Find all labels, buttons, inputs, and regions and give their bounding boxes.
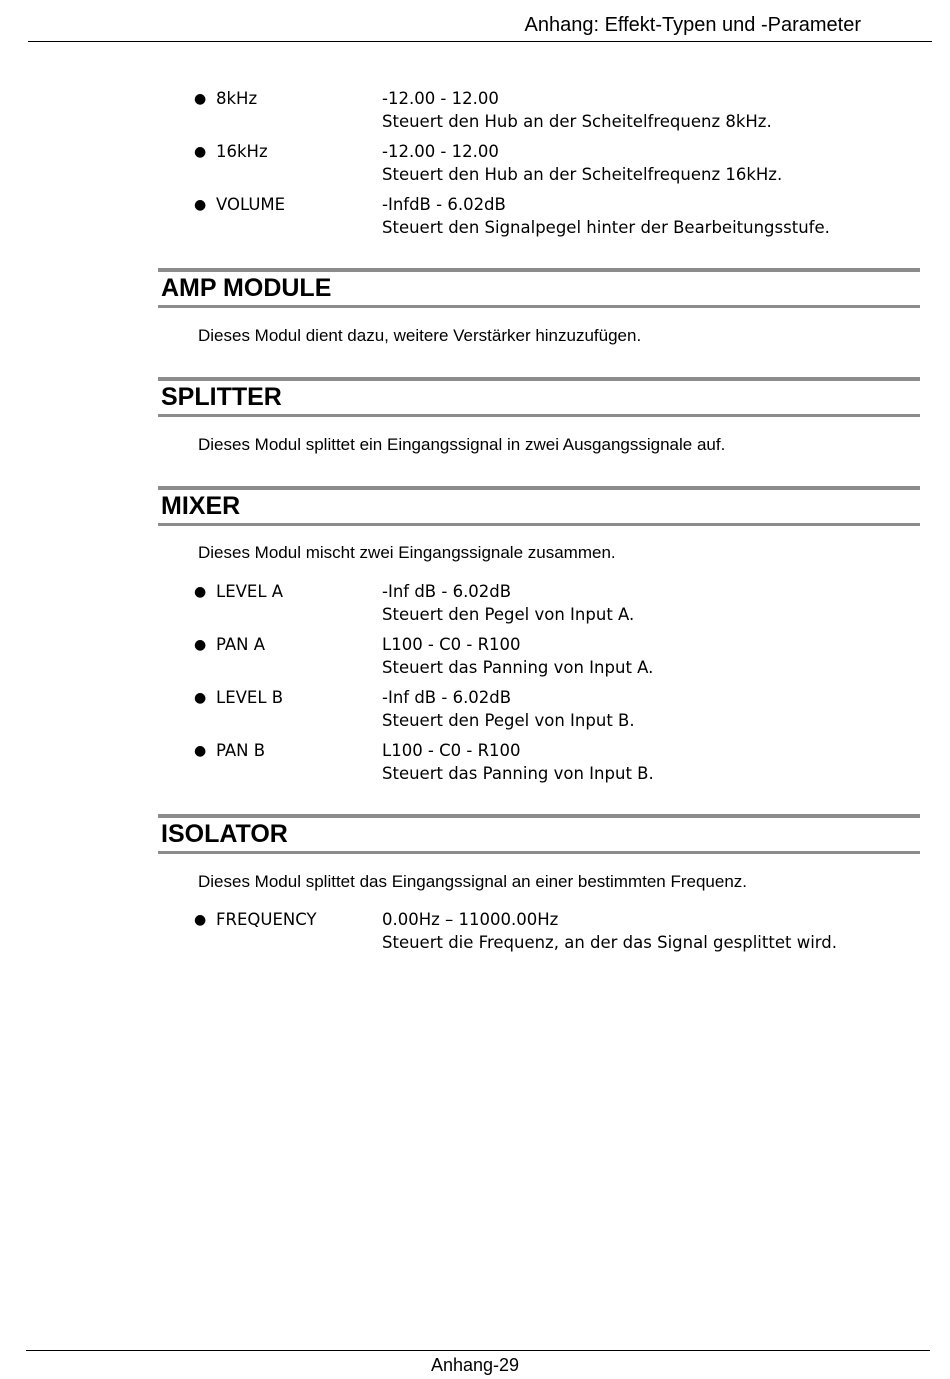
section-text: Dieses Modul splittet das Eingangssignal an einer bestimmten Frequenz. xyxy=(198,872,748,891)
parameter-description: Steuert das Panning von Input A. xyxy=(382,657,654,677)
eq-parameter-list xyxy=(194,88,914,247)
mixer-parameter-list xyxy=(194,581,914,793)
bullet-icon: ● xyxy=(194,637,207,653)
section-heading-splitter xyxy=(158,377,920,417)
section-text: Dieses Modul dient dazu, weitere Verstärker hinzuzufügen. xyxy=(198,326,642,345)
parameter-description: Steuert den Hub an der Scheitelfrequenz 16kHz. xyxy=(382,164,783,184)
parameter-item xyxy=(194,687,914,740)
parameter-description: Steuert die Frequenz, an der das Signal gesplittet wird. xyxy=(382,932,837,952)
bullet-icon: ● xyxy=(194,912,207,928)
parameter-item xyxy=(194,634,914,687)
parameter-range: -Inf dB - 6.02dB xyxy=(382,582,512,601)
parameter-name: LEVEL B xyxy=(216,688,284,707)
parameter-range: L100 - C0 - R100 xyxy=(382,741,521,760)
bullet-icon: ● xyxy=(194,690,207,706)
parameter-description: Steuert den Pegel von Input A. xyxy=(382,604,635,624)
parameter-description: Steuert den Hub an der Scheitelfrequenz 8kHz. xyxy=(382,111,772,131)
parameter-name: FREQUENCY xyxy=(216,910,317,929)
parameter-name: PAN A xyxy=(216,635,266,654)
parameter-description: Steuert den Pegel von Input B. xyxy=(382,710,635,730)
parameter-name: PAN B xyxy=(216,741,266,760)
parameter-description: Steuert das Panning von Input B. xyxy=(382,763,654,783)
parameter-range: 0.00Hz – 11000.00Hz xyxy=(382,910,559,929)
section-title: ISOLATOR xyxy=(161,820,288,848)
parameter-item xyxy=(194,909,914,962)
running-header: Anhang: Effekt-Typen und -Parameter xyxy=(524,14,861,36)
parameter-description: Steuert den Signalpegel hinter der Bearbeitungsstufe. xyxy=(382,217,830,237)
bullet-icon: ● xyxy=(194,743,207,759)
parameter-range: L100 - C0 - R100 xyxy=(382,635,521,654)
bullet-icon: ● xyxy=(194,197,207,213)
parameter-name: 16kHz xyxy=(216,142,268,161)
isolator-parameter-list xyxy=(194,909,914,962)
parameter-item xyxy=(194,141,914,194)
page-number: Anhang-29 xyxy=(430,1355,520,1375)
parameter-range: -InfdB - 6.02dB xyxy=(382,195,506,214)
parameter-name: VOLUME xyxy=(216,195,286,214)
section-title: AMP MODULE xyxy=(161,274,332,302)
section-title: MIXER xyxy=(161,492,241,520)
section-heading-mixer xyxy=(158,486,920,526)
section-text: Dieses Modul splittet ein Eingangssignal in zwei Ausgangssignale auf. xyxy=(198,435,726,454)
parameter-name: LEVEL A xyxy=(216,582,284,601)
header-rule xyxy=(28,41,932,42)
parameter-item xyxy=(194,740,914,793)
section-heading-amp-module xyxy=(158,268,920,308)
section-text: Dieses Modul mischt zwei Eingangssignale zusammen. xyxy=(198,543,616,562)
footer-rule xyxy=(26,1350,930,1351)
parameter-item xyxy=(194,88,914,141)
parameter-range: -12.00 - 12.00 xyxy=(382,142,499,161)
section-title: SPLITTER xyxy=(161,383,282,411)
bullet-icon: ● xyxy=(194,144,207,160)
parameter-item xyxy=(194,194,914,247)
parameter-name: 8kHz xyxy=(216,89,258,108)
parameter-item xyxy=(194,581,914,634)
bullet-icon: ● xyxy=(194,584,207,600)
section-heading-isolator xyxy=(158,814,920,854)
parameter-range: -Inf dB - 6.02dB xyxy=(382,688,512,707)
bullet-icon: ● xyxy=(194,91,207,107)
parameter-range: -12.00 - 12.00 xyxy=(382,89,499,108)
